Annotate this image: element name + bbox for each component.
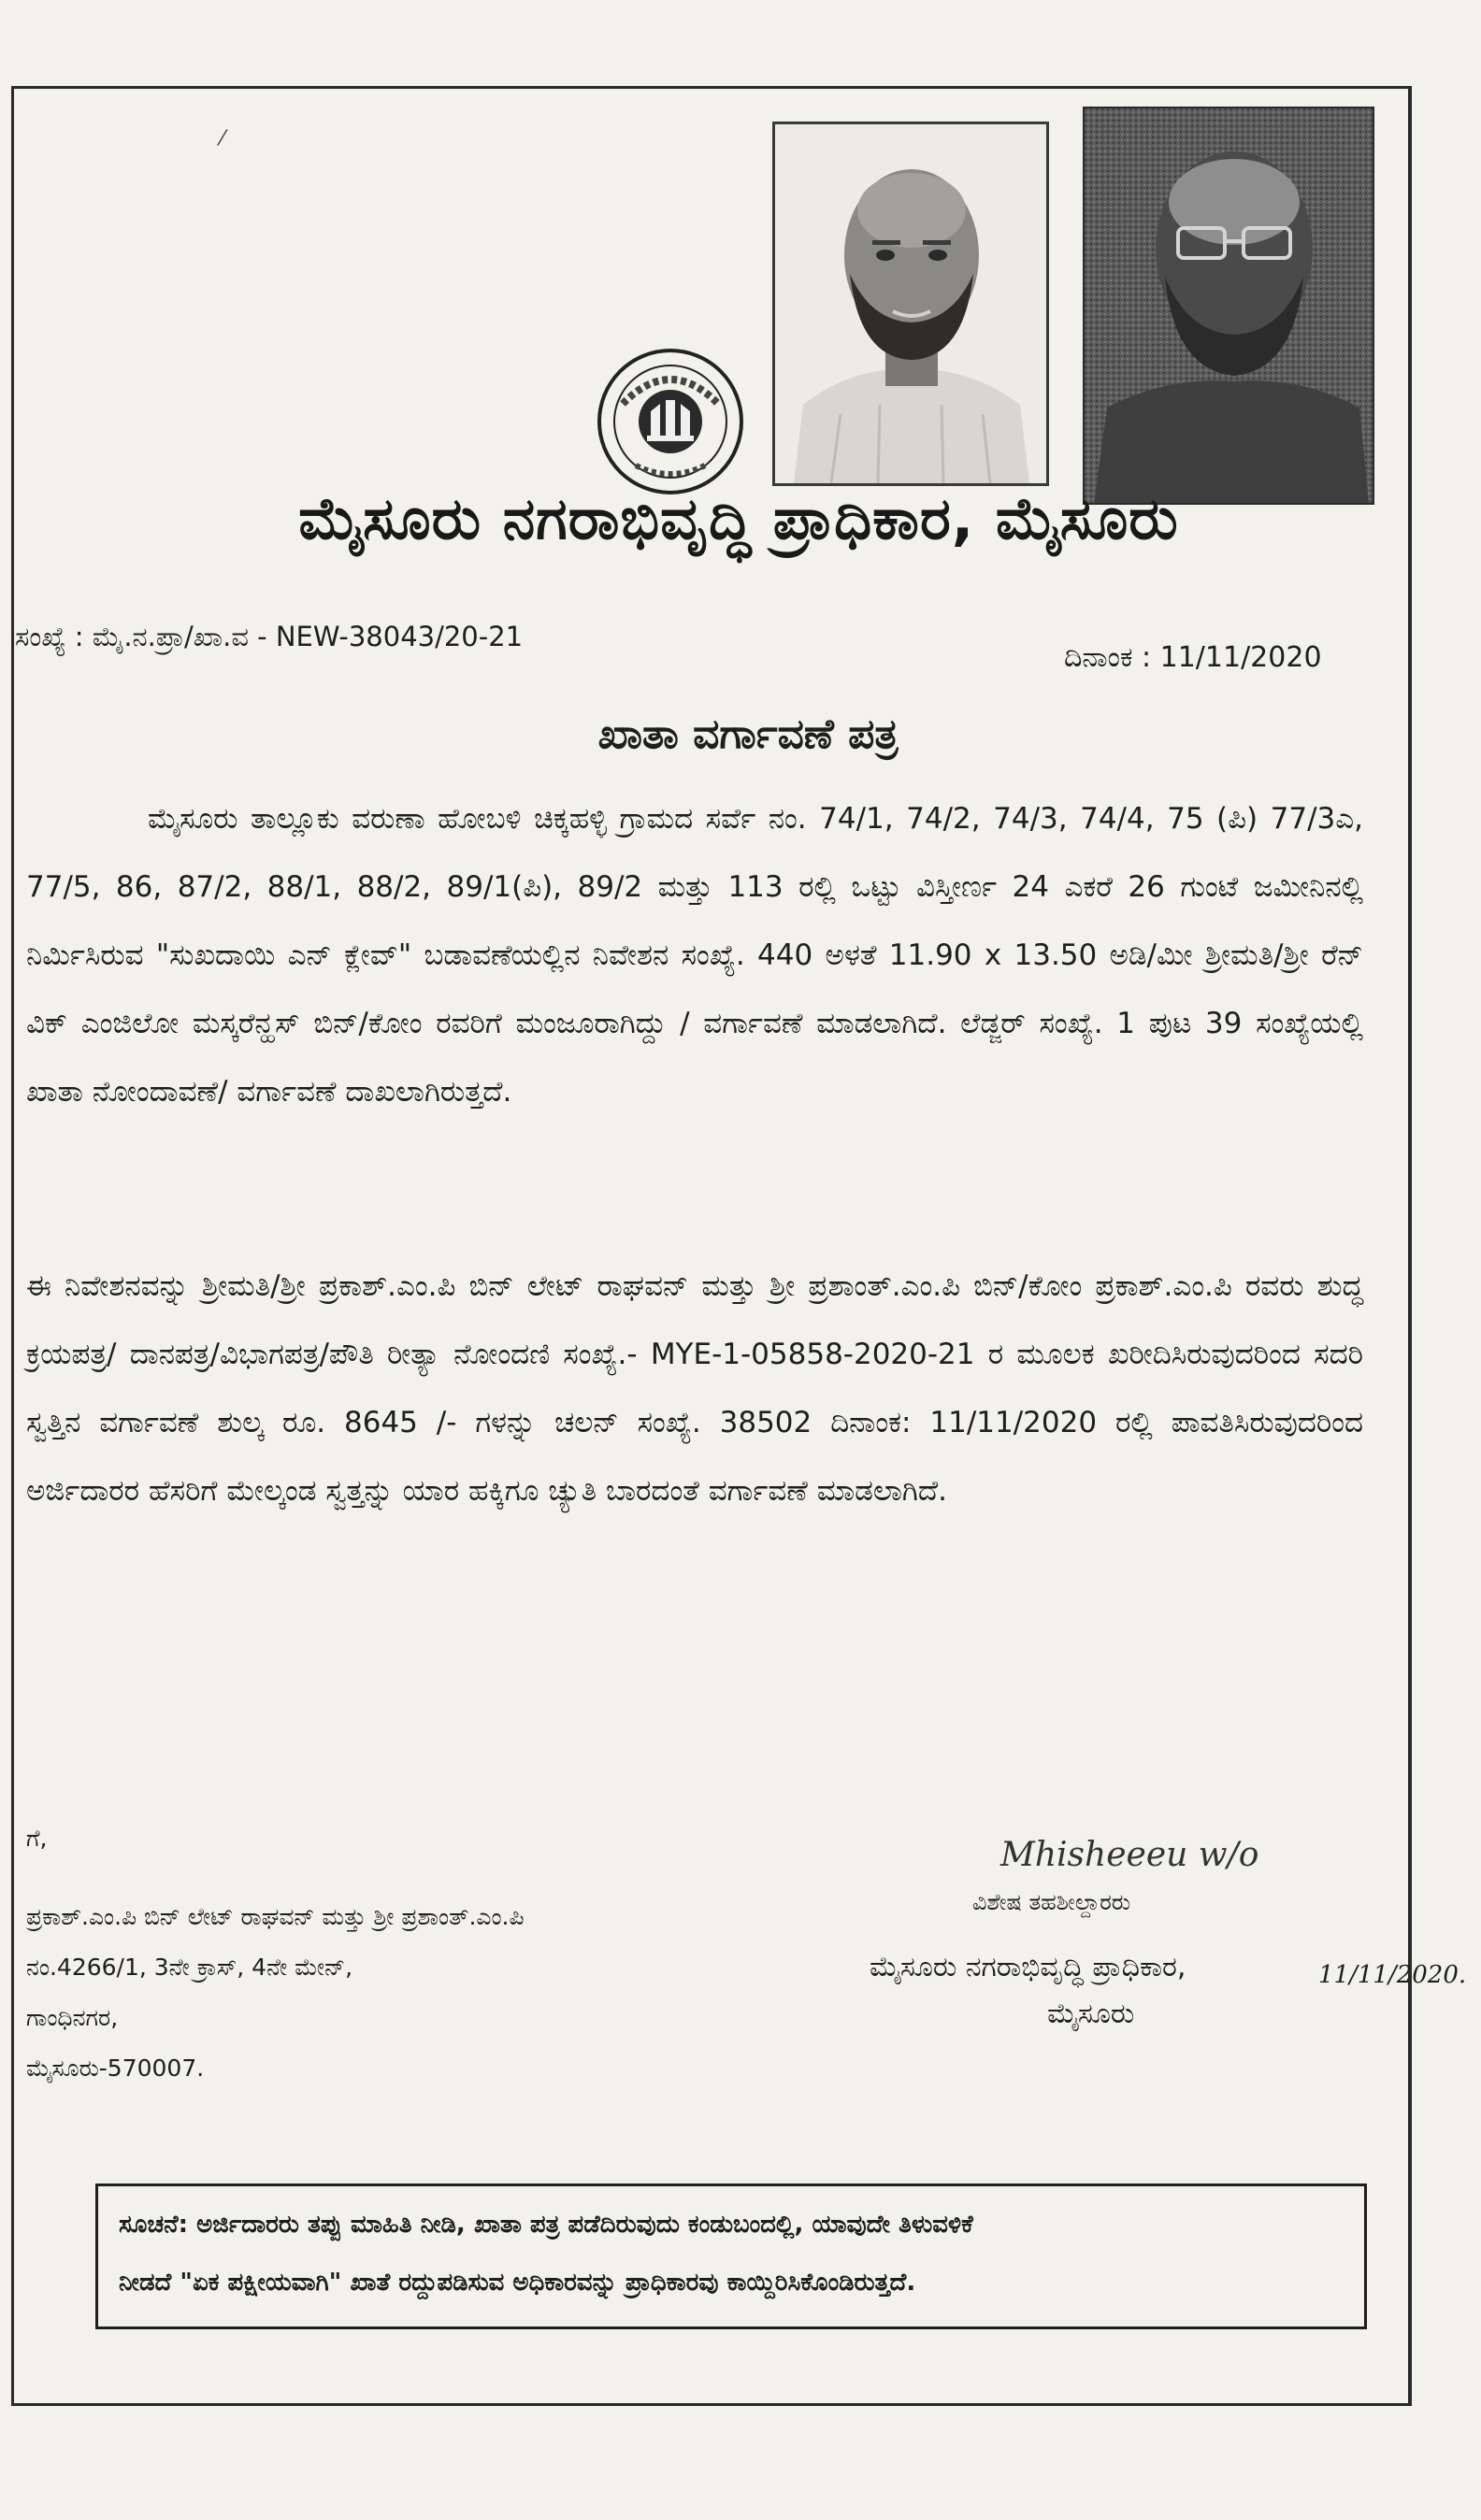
address-line-2: ಗಾಂಧಿನಗರ, [26, 2004, 119, 2031]
signatory-office-2: ಮೈಸೂರು [1047, 1997, 1135, 2030]
document-subject: ಖಾತಾ ವರ್ಗಾವಣೆ ಪತ್ರ [597, 710, 899, 758]
addressee-name: ಪ್ರಕಾಶ್.ಎಂ.ಪಿ ಬಿನ್ ಲೇಟ್ ರಾಘವನ್ ಮತ್ತು ಶ್ರೀ ಪ್ರಶಾಂತ್.ಎಂ.ಪಿ [26, 1903, 525, 1930]
address-line-1: ನಂ.4266/1, 3ನೇ ಕ್ರಾಸ್, 4ನೇ ಮೇನ್, [26, 1954, 353, 1981]
applicant-photo-1 [772, 122, 1049, 486]
reference-number: ಸಂಖ್ಯೆ : ಮೈ.ನ.ಪ್ರಾ/ಖಾ.ವ - NEW-38043/20-21 [15, 621, 524, 652]
signatory-block [870, 1832, 1393, 2038]
applicant-photo-2 [1083, 107, 1374, 505]
stray-mark: ⁄ [221, 127, 224, 150]
handwritten-date: 11/11/2020. [1318, 1961, 1467, 1989]
salutation: ಗೆ, [26, 1825, 48, 1852]
authority-seal [595, 346, 746, 497]
emblem-seal-icon [595, 346, 746, 497]
body-paragraph-2: ಈ ನಿವೇಶನವನ್ನು ಶ್ರೀಮತಿ/ಶ್ರೀ ಪ್ರಕಾಶ್.ಎಂ.ಪಿ ಬಿನ್ ಲೇಟ್ ರಾಘವನ್ ಮತ್ತು ಶ್ರೀ ಪ್ರಶಾಂತ್.ಎಂ.ಪಿ ಬಿನ್/ಕೋಂ ಪ್ರಕಾಶ್.ಎಂ.ಪಿ ರವರು ಶುದ್ಧ ಕ್ರಯಪತ್ರ/ ದಾನಪತ್ರ/ವಿಭಾಗಪತ್ರ/ಪೌತಿ ರೀತ್ಯಾ ನೋಂದಣಿ ಸಂಖ್ಯೆ.- MYE-1-05858-2020-21 ರ ಮೂಲಕ ಖರೀದಿಸಿರುವುದರಿಂದ ಸದರಿ ಸ್ವತ್ತಿನ ವರ್ಗಾವಣೆ ಶುಲ್ಕ ರೂ. 8645 /- ಗಳನ್ನು ಚಲನ್ ಸಂಖ್ಯೆ. 38502 ದಿನಾಂಕ: 11/11/2020 ರಲ್ಲಿ ಪಾವತಿಸಿರುವುದರಿಂದ ಅರ್ಜಿದಾರರ ಹೆಸರಿಗೆ ಮೇಲ್ಕಂಡ ಸ್ವತ್ತನ್ನು ಯಾರ ಹಕ್ಕಿಗೂ ಚ್ಯುತಿ ಬಾರದಂತೆ ವರ್ಗಾವಣೆ ಮಾಡಲಾಗಿದೆ. [26, 1269, 1363, 1508]
signatory-office-1: ಮೈಸೂರು ನಗರಾಭಿವೃದ್ಧಿ ಪ್ರಾಧಿಕಾರ, [870, 1951, 1186, 1983]
person-photo-icon [1085, 108, 1373, 503]
body-paragraph-1: ಮೈಸೂರು ತಾಲ್ಲೂಕು ವರುಣಾ ಹೋಬಳಿ ಚಿಕ್ಕಹಳ್ಳಿ ಗ್ರಾಮದ ಸರ್ವೆ ನಂ. 74/1, 74/2, 74/3, 74/4, 75 (ಪಿ) 77/3ಎ, 77/5, 86, 87/2, 88/1, 88/2, 89/1(ಪಿ), 89/2 ಮತ್ತು 113 ರಲ್ಲಿ ಒಟ್ಟು ವಿಸ್ತೀರ್ಣ 24 ಎಕರೆ 26 ಗುಂಟೆ ಜಮೀನಿನಲ್ಲಿ ನಿರ್ಮಿಸಿರುವ "ಸುಖದಾಯಿ ಎನ್ ಕ್ಲೇವ್" ಬಡಾವಣೆಯಲ್ಲಿನ ನಿವೇಶನ ಸಂಖ್ಯೆ. 440 ಅಳತೆ 11.90 x 13.50 ಅಡಿ/ಮೀ ಶ್ರೀಮತಿ/ಶ್ರೀ ರೆನ್ ವಿಕ್ ಎಂಜಿಲೋ ಮಸ್ಕರೆನ್ಹಸ್ ಬಿನ್/ಕೋಂ ರವರಿಗೆ ಮಂಜೂರಾಗಿದ್ದು / ವರ್ಗಾವಣೆ ಮಾಡಲಾಗಿದೆ. ಲೆಡ್ಜರ್ ಸಂಖ್ಯೆ. 1 ಪುಟ 39 ಸಂಖ್ಯೆಯಲ್ಲಿ ಖಾತಾ ನೋಂದಾವಣೆ/ ವರ್ಗಾವಣೆ ದಾಖಲಾಗಿರುತ್ತದೆ. [26, 802, 1363, 1109]
authority-title: ಮೈಸೂರು ನಗರಾಭಿವೃದ್ಧಿ ಪ್ರಾಧಿಕಾರ, ಮೈಸೂರು [298, 484, 1179, 552]
notice-box [95, 2184, 1367, 2329]
addressee-block [26, 1813, 525, 2094]
notice-line-1: ಸೂಚನೆ: ಅರ್ಜಿದಾರರು ತಪ್ಪು ಮಾಹಿತಿ ನೀಡಿ, ಖಾತಾ ಪತ್ರ ಪಡೆದಿರುವುದು ಕಂಡುಬಂದಲ್ಲಿ, ಯಾವುದೇ ತಿಳುವಳಿಕೆ [119, 2211, 973, 2239]
issue-date: ದಿನಾಂಕ : 11/11/2020 [1064, 641, 1322, 674]
notice-line-2: ನೀಡದೆ "ಏಕ ಪಕ್ಷೀಯವಾಗಿ" ಖಾತೆ ರದ್ದುಪಡಿಸುವ ಅಧಿಕಾರವನ್ನು ಪ್ರಾಧಿಕಾರವು ಕಾಯ್ದಿರಿಸಿಕೊಂಡಿರುತ್ತದೆ. [119, 2269, 916, 2297]
person-photo-icon [775, 124, 1046, 483]
handwritten-signature: Mhisheeeu w/o [1000, 1836, 1259, 1874]
signatory-designation: ವಿಶೇಷ ತಹಶೀಲ್ದಾರರು [972, 1889, 1131, 1915]
address-line-3: ಮೈಸೂರು-570007. [26, 2055, 205, 2082]
